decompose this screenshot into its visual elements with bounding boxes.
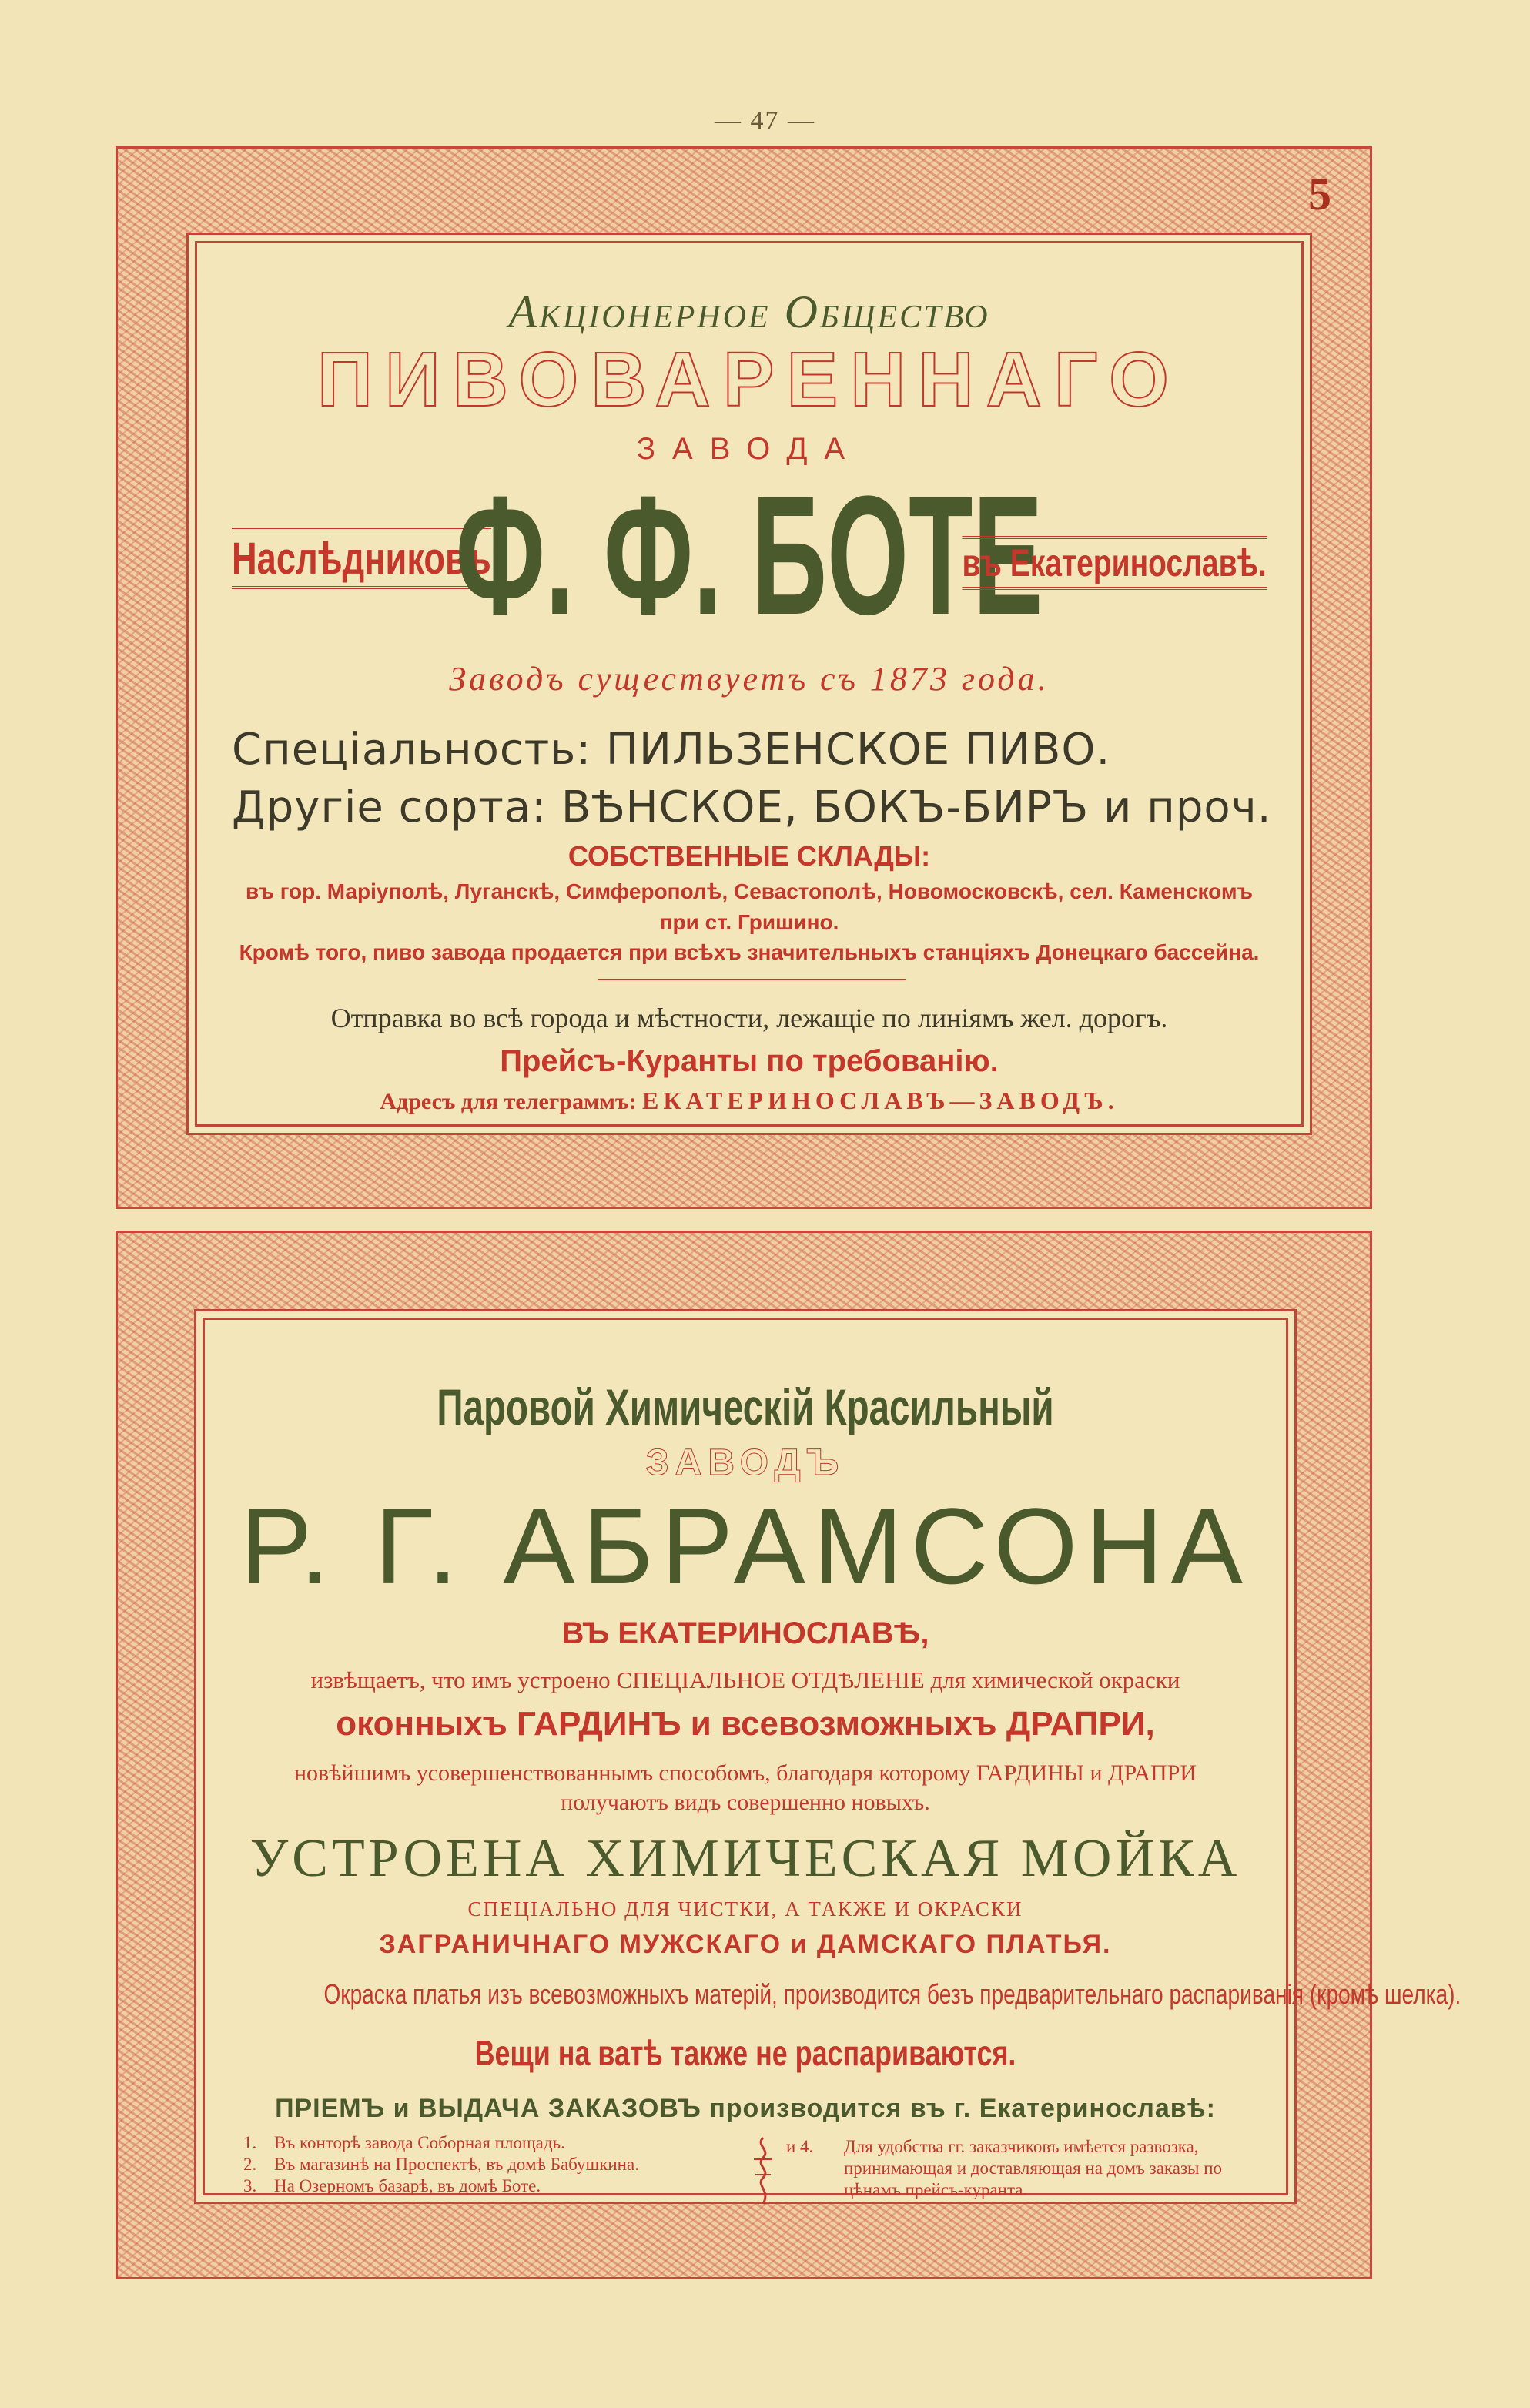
cleaning-line: СПЕЦІАЛЬНО ДЛЯ ЧИСТКИ, А ТАКЖЕ И ОКРАСКИ xyxy=(467,1897,1023,1921)
telegram-label: Адресъ для телеграммъ: xyxy=(380,1089,637,1114)
list-number: 3. xyxy=(243,2176,257,2195)
founded-line: Заводъ существуетъ съ 1873 года. xyxy=(449,660,1050,698)
method-text xyxy=(205,1759,1286,1817)
location-four xyxy=(786,2136,1279,2201)
list-item xyxy=(243,2132,736,2154)
list-text: Для удобства гг. заказчиковъ имѣется развозка, принимающая и доставляющая на домъ заказы по цѣнамъ прейсъ-куранта. xyxy=(844,2137,1223,2199)
city-line: ВЪ ЕКАТЕРИНОСЛАВѢ, xyxy=(561,1616,929,1650)
warehouses-list: въ гор. Маріуполѣ, Луганскѣ, Симферополѣ, Севастополѣ, Новомосковскѣ, сел. Каменскомъ при ст. Гришино. xyxy=(246,879,1253,934)
speciality-line: Спеціальность: ПИЛЬЗЕНСКОЕ ПИВО. xyxy=(232,725,1111,775)
list-text: Въ конторѣ завода Соборная площадь. xyxy=(274,2133,565,2152)
zavod-heading: ЗАВОДЪ xyxy=(645,1442,845,1483)
chemical-wash-heading: УСТРОЕНА ХИМИЧЕСКАЯ МОЙКА xyxy=(249,1829,1241,1888)
dyeworks-ad-panel xyxy=(203,1318,1461,2199)
brewery-heading: ПИВОВАРЕННАГО xyxy=(317,337,1181,423)
announce-line: извѣщаетъ, что имъ устроено СПЕЦІАЛЬНОЕ ОТДѢЛЕНІЕ для химической окраски xyxy=(310,1666,1180,1693)
brewery-ad-panel xyxy=(195,241,1304,1127)
list-item xyxy=(243,2175,736,2197)
list-item xyxy=(786,2136,1279,2201)
zavoda-heading: ЗАВОДА xyxy=(636,432,862,466)
page-number: — 47 — xyxy=(715,106,815,135)
telegram-line xyxy=(197,1087,1301,1115)
dyeworks-title: Паровой Химическій Красильный xyxy=(437,1378,1054,1435)
owner-name: Ф. Ф. БОТЕ xyxy=(455,461,1043,650)
dyeing-line: Окраска платья изъ всевозможныхъ матерій, производится безъ предварительнаго распариванія (кромѣ шелка). xyxy=(323,1978,1461,2010)
other-sorts-line: Другіе сорта: ВѢНСКОЕ, БОКЪ-БИРЪ и проч. xyxy=(232,782,1272,832)
wadding-line: Вещи на ватѣ также не распариваются. xyxy=(474,2033,1016,2073)
warehouses-title: СОБСТВЕННЫЕ СКЛАДЫ: xyxy=(567,840,931,872)
list-number: и 4. xyxy=(786,2137,814,2156)
price-list-line: Прейсъ-Куранты по требованію. xyxy=(500,1044,999,1078)
list-text: На Озерномъ базарѣ, въ домѣ Боте. xyxy=(274,2176,541,2195)
ornament-icon xyxy=(748,2136,778,2205)
besides-line: Кромѣ того, пиво завода продается при всѣхъ значительныхъ станціяхъ Донецкаго бассейна. xyxy=(239,940,1260,964)
list-number: 1. xyxy=(243,2133,257,2152)
shipping-line: Отправка во всѣ города и мѣстности, лежащіе по линіямъ жел. дорогъ. xyxy=(330,1003,1168,1033)
divider xyxy=(598,979,906,980)
owner-name: Р. Г. АБРАМСОНА xyxy=(240,1485,1250,1606)
dyeworks-advertisement xyxy=(116,1231,1461,2279)
list-text: Въ магазинѣ на Проспектѣ, въ домѣ Бабушкина. xyxy=(274,2155,639,2174)
city-label: въ Екатеринославѣ. xyxy=(963,536,1267,590)
telegram-address: ЕКАТЕРИНОСЛАВЪ—ЗАВОДЪ. xyxy=(641,1087,1119,1114)
locations-list xyxy=(243,2132,736,2197)
owner-row xyxy=(197,461,1301,650)
curtains-line: оконныхъ ГАРДИНЪ и всевозможныхъ ДРАПРИ, xyxy=(336,1705,1155,1743)
corner-mark: 5 xyxy=(1308,169,1331,219)
method-line-1: новѣйшимъ усовершенствованнымъ способомъ, благодаря которому ГАРДИНЫ и ДРАПРИ xyxy=(294,1760,1197,1786)
list-number: 2. xyxy=(243,2155,257,2174)
clothing-line: ЗАГРАНИЧНАГО МУЖСКАГО и ДАМСКАГО ПЛАТЬЯ. xyxy=(379,1930,1112,1959)
method-line-2: получаютъ видъ совершенно новыхъ. xyxy=(561,1790,930,1815)
orders-heading: ПРІЕМЪ и ВЫДАЧА ЗАКАЗОВЪ производится въ г. Екатеринославѣ: xyxy=(275,2094,1216,2123)
heirs-label: Наслѣдниковъ xyxy=(232,528,491,589)
brewery-advertisement xyxy=(116,146,1372,1209)
list-item xyxy=(243,2154,736,2175)
company-heading: Акціонерное Общество xyxy=(508,286,990,337)
